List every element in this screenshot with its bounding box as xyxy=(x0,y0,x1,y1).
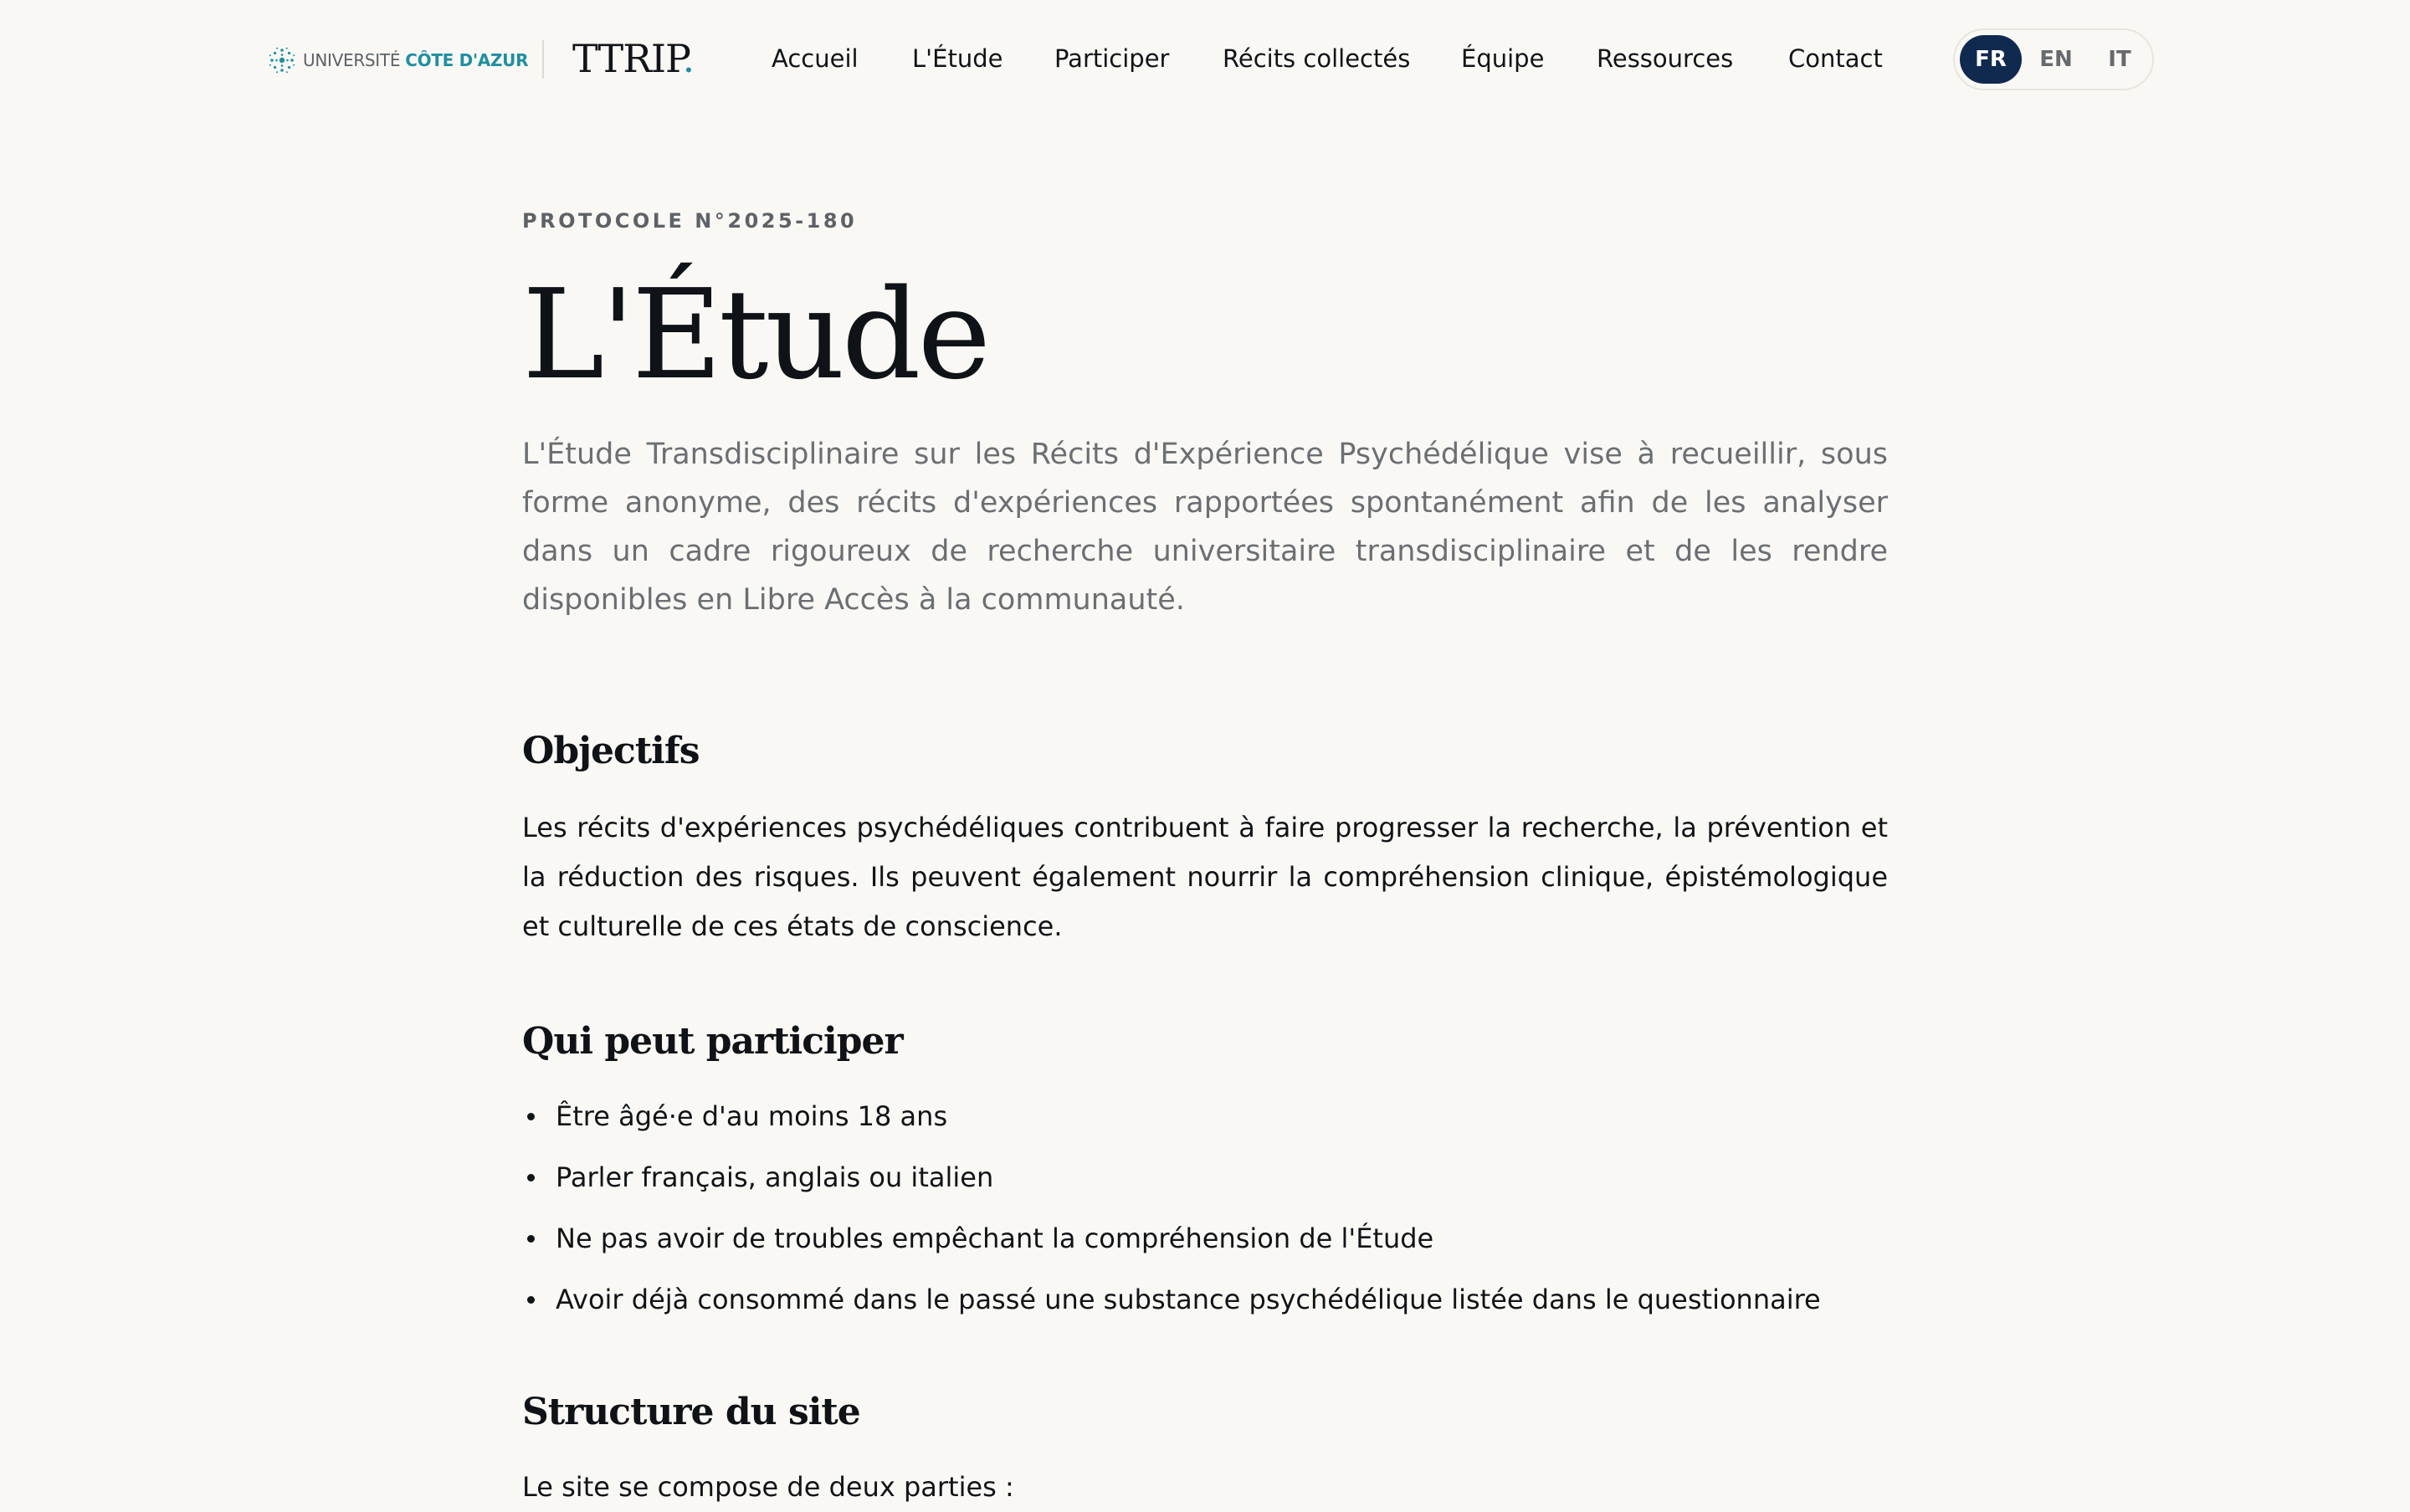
protocol-number: PROTOCOLE N°2025-180 xyxy=(522,209,858,233)
list-item-text: Être âgé·e d'au moins 18 ans xyxy=(556,1100,948,1132)
page-title: L'Étude xyxy=(522,263,988,407)
list-item xyxy=(522,1153,1888,1214)
objectives-text: Les récits d'expériences psychédéliques contribuent à faire progresser la recherche, la prévention et la réduction des risques. Ils peuvent également nourrir la compréhension clinique, épistémologique et culturelle de ces états de conscience. xyxy=(522,812,1888,942)
nav-link-equipe[interactable]: Équipe xyxy=(1461,44,1545,73)
nav-link-contact[interactable]: Contact xyxy=(1788,44,1883,73)
list-item-text: Parler français, anglais ou italien xyxy=(556,1161,994,1193)
nav-link-ressources[interactable]: Ressources xyxy=(1597,44,1734,73)
structure-heading: Structure du site xyxy=(522,1391,860,1433)
bullet-icon xyxy=(527,1296,535,1304)
language-button-en[interactable]: EN xyxy=(2039,47,2073,72)
eligibility-list xyxy=(522,1092,1888,1336)
brand-logo-link[interactable] xyxy=(572,35,694,82)
structure-text: Le site se compose de deux parties : xyxy=(522,1471,1014,1503)
language-button-it[interactable]: IT xyxy=(2108,47,2131,72)
language-switcher xyxy=(1953,28,2154,90)
list-item xyxy=(522,1275,1888,1336)
nav-link-participer[interactable]: Participer xyxy=(1054,44,1170,73)
header-divider xyxy=(542,40,544,79)
bullet-icon xyxy=(527,1174,535,1181)
university-logo-name: CÔTE D'AZUR xyxy=(405,50,529,70)
brand-name: TTRIP xyxy=(572,36,683,81)
eligibility-heading: Qui peut participer xyxy=(522,1020,903,1063)
site-header xyxy=(0,0,2410,119)
nav-link-accueil[interactable]: Accueil xyxy=(772,44,859,73)
dotted-circle-icon xyxy=(268,46,296,74)
bullet-icon xyxy=(527,1235,535,1243)
university-logo-text xyxy=(303,50,528,70)
university-logo-link[interactable] xyxy=(268,44,528,77)
intro-paragraph: L'Étude Transdisciplinaire sur les Récits d'Expérience Psychédélique vise à recueillir, sous forme anonyme, des récits d'expériences rapportées spontanément afin de les analyser dans un cadre rigoureux de recherche universitaire transdisciplinaire et de les rendre disponibles en Libre Accès à la communauté. xyxy=(522,438,1888,617)
nav-link-recits-collectes[interactable]: Récits collectés xyxy=(1223,44,1411,73)
list-item xyxy=(522,1214,1888,1275)
nav-link-etude[interactable]: L'Étude xyxy=(912,44,1003,73)
language-button-fr[interactable]: FR xyxy=(1960,35,2022,84)
brand-dot: . xyxy=(682,36,695,81)
list-item-text: Ne pas avoir de troubles empêchant la compréhension de l'Étude xyxy=(556,1222,1434,1254)
university-logo-prefix: UNIVERSITÉ xyxy=(303,50,401,70)
objectives-heading: Objectifs xyxy=(522,730,700,772)
bullet-icon xyxy=(527,1113,535,1120)
list-item-text: Avoir déjà consommé dans le passé une substance psychédélique listée dans le questionnaire xyxy=(556,1284,1821,1315)
list-item xyxy=(522,1092,1888,1153)
